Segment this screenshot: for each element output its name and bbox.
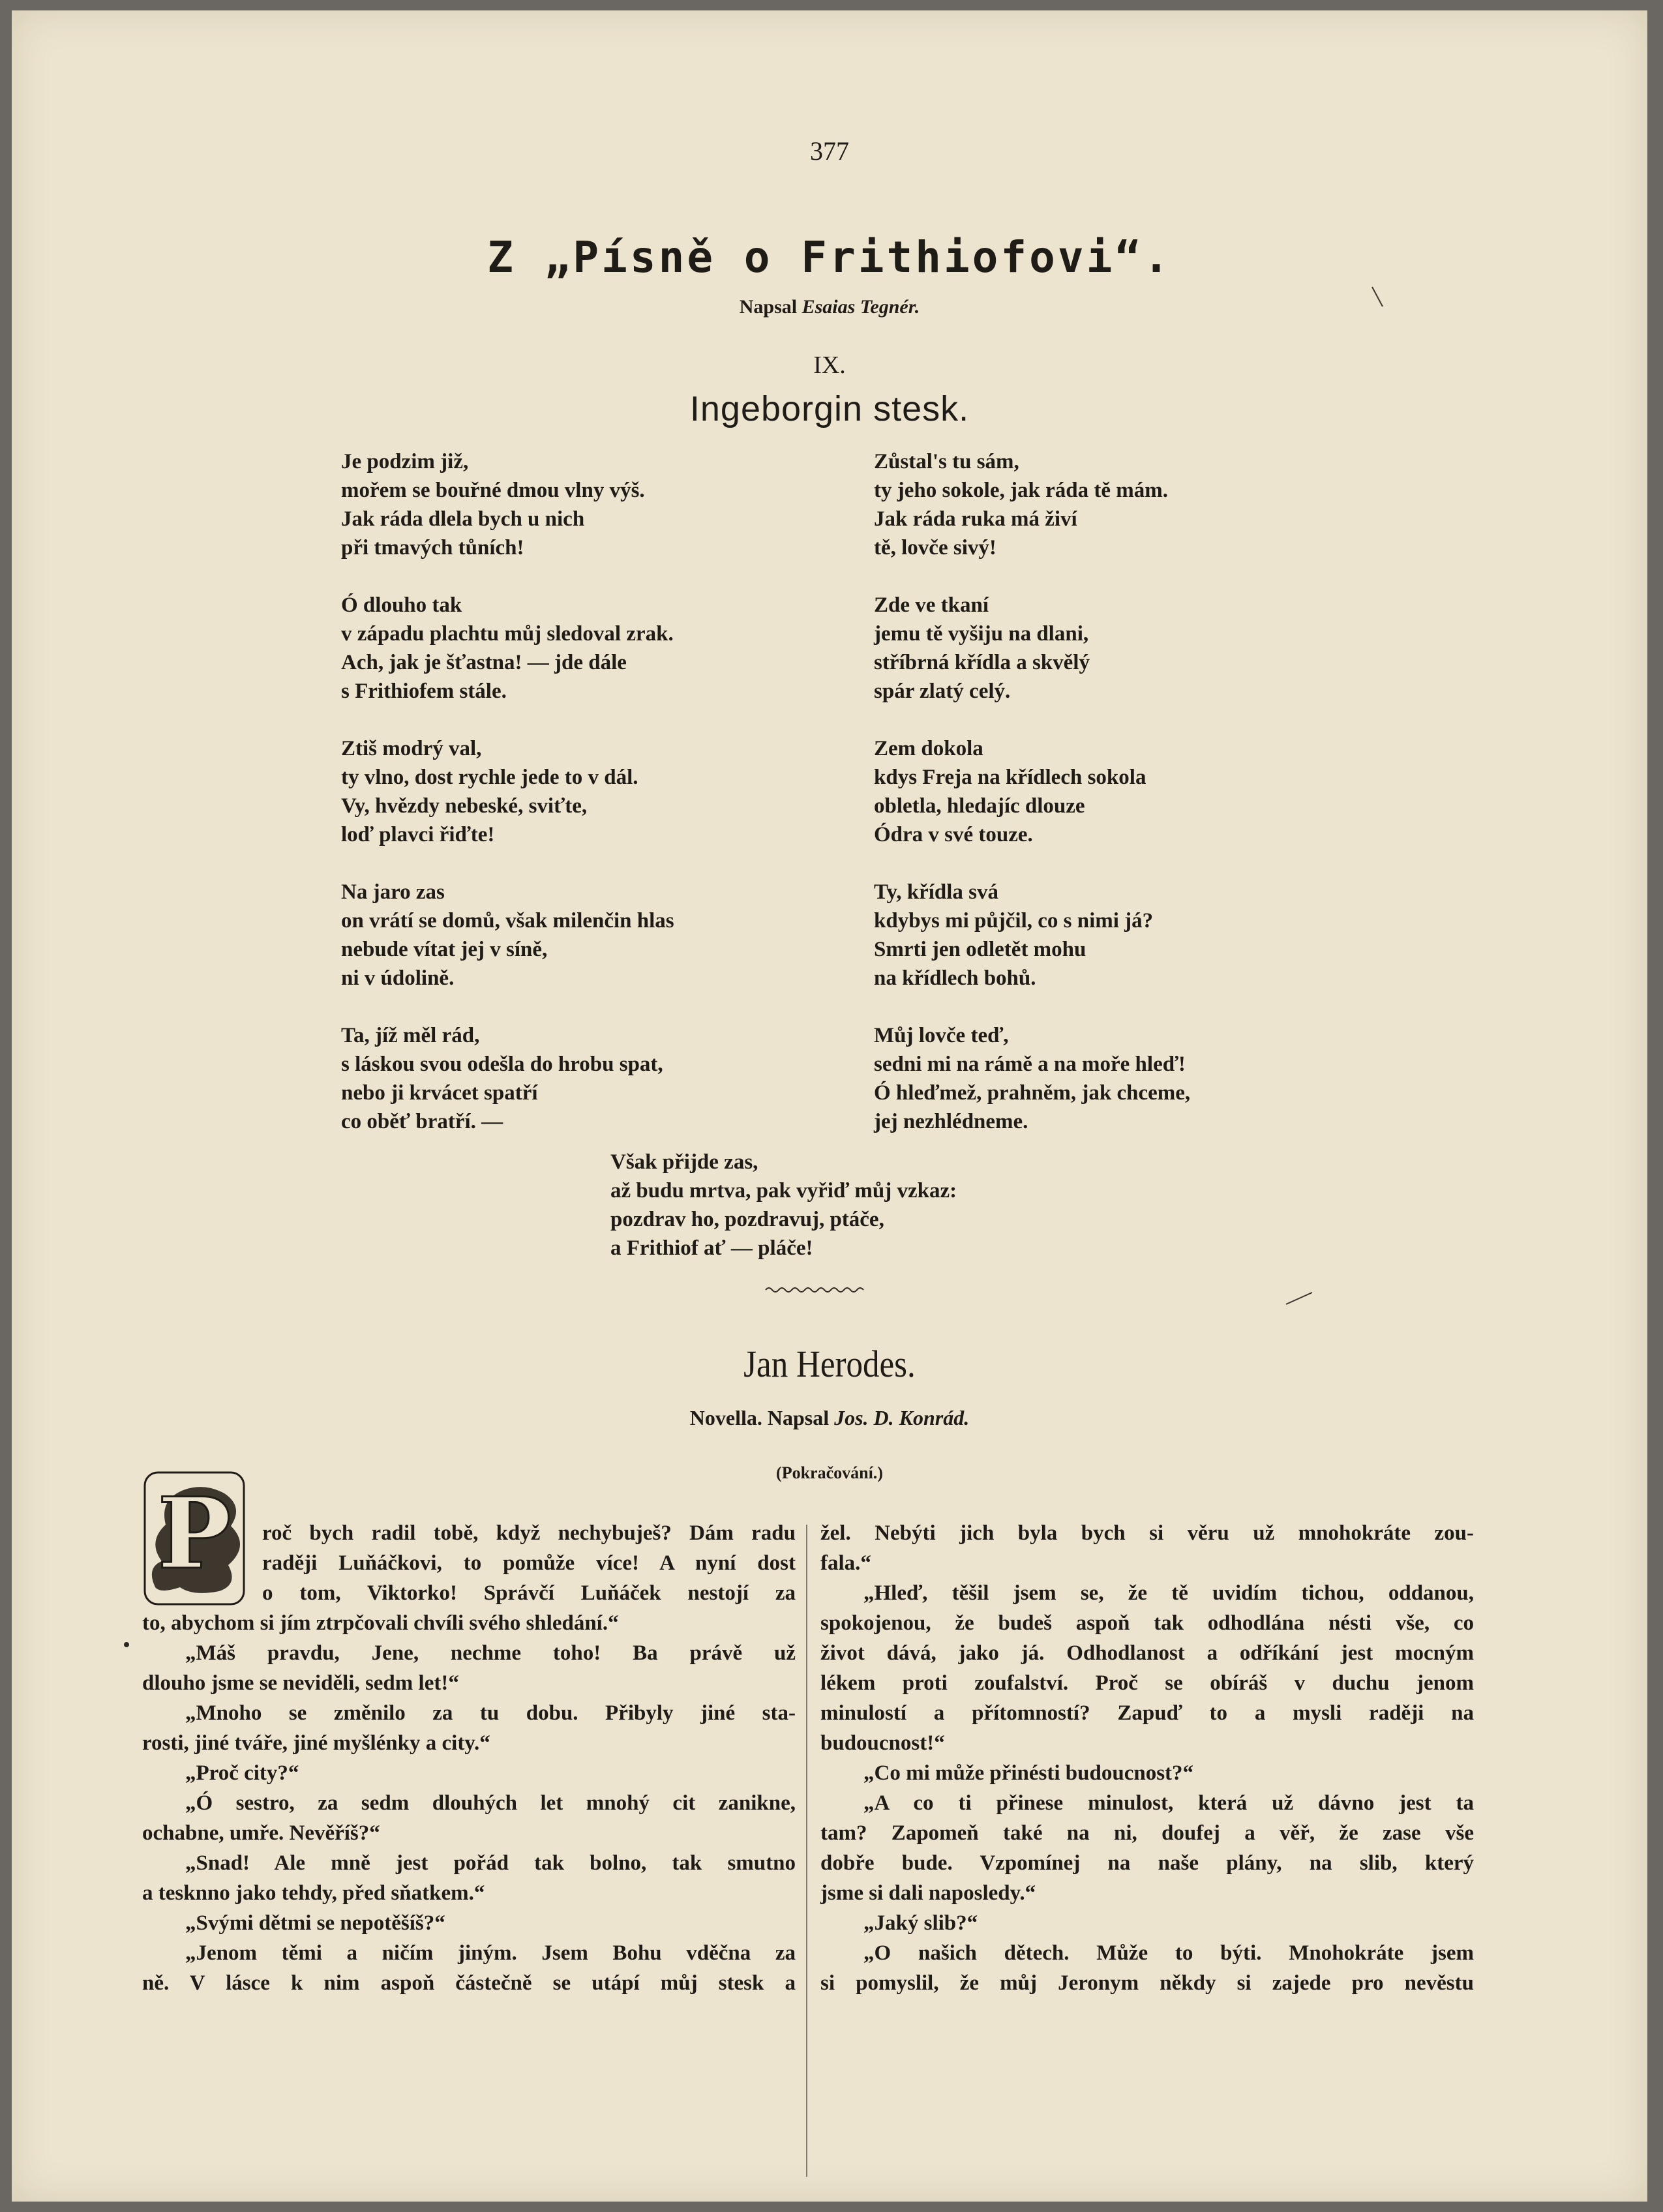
stanza [874,734,1409,849]
dropcap-letter: P [157,1476,232,1591]
poem-line: stříbrná křídla a skvělý [874,651,1090,674]
stanza [874,447,1409,562]
poem-line: Ta, jíž měl rád, [341,1024,480,1047]
text-line: život dává, jako já. Odhodlanost a odříkání jest mocným [820,1641,1474,1665]
text-line: „Snad! Ale mně jest pořád tak bolno, tak smutno [185,1851,796,1875]
poem-line: Zůstal's tu sám, [874,450,1019,473]
text-line: ně. V lásce k nim aspoň částečně se utápí můj stesk a [142,1971,796,1995]
story-author: Jos. D. Konrád. [834,1406,970,1429]
text-line: minulostí a přítomností? Zapuď to a mysli raději na [820,1701,1474,1725]
poem-line: kdybys mi půjčil, co s nimi já? [874,909,1154,933]
text-line: „Máš pravdu, Jene, nechme toho! Ba právě už [185,1641,796,1665]
text-line: o tom, Viktorko! Správčí Luňáček nestojí za [262,1581,796,1605]
poem-line: tě, lovče sivý! [874,536,996,560]
section-title: Ingeborgin stesk. [689,389,970,428]
text-line: dlouho jsme se neviděli, sedm let!“ [142,1671,459,1695]
stanza [341,1021,876,1136]
text-line: „O našich dětech. Může to býti. Mnohokráte jsem [863,1941,1474,1965]
poem-line: sedni mi na rámě a na moře hleď! [874,1053,1186,1076]
poem-line: Zem dokola [874,737,983,760]
poem-line: a Frithiof ať — pláče! [610,1236,813,1260]
stanza [341,447,876,562]
poem-line: ni v údolině. [341,966,455,990]
story-title: Jan Herodes. [743,1343,916,1385]
poem-line: on vrátí se domů, však milenčin hlas [341,909,674,933]
poem-author: Esaias Tegnér. [802,296,920,318]
poem-left-column [341,447,876,1165]
text-line: rosti, jiné tváře, jiné myšlénky a city.“ [142,1731,490,1755]
text-line: si pomyslil, že můj Jeronym někdy si zajede pro nevěstu [820,1971,1474,1995]
column-divider [806,1525,807,2177]
poem-line: Ódra v své touze. [874,823,1033,846]
poem-line: Na jaro zas [341,880,445,904]
book-page [12,10,1647,2202]
poem-line: ty jeho sokole, jak ráda tě mám. [874,479,1168,502]
poem-line: jemu tě vyšiju na dlani, [874,622,1089,646]
text-line: roč bych radil tobě, když nechybuješ? Dám radu [262,1521,796,1545]
text-line: raději Luňáčkovi, to pomůže více! A nyní dost [262,1551,796,1575]
poem-line: Ztiš modrý val, [341,737,482,760]
poem-line: Smrti jen odletět mohu [874,938,1086,961]
story-byline [12,1406,1647,1430]
story-right-column [820,1518,1474,1998]
stanza [610,1148,1145,1263]
stanza [341,591,876,706]
poem-line: Vy, hvězdy nebeské, sviťte, [341,794,588,818]
poem-line: na křídlech bohů. [874,966,1036,990]
text-line: „A co ti přinese minulost, která už dávno jest ta [863,1791,1474,1815]
poem-author-line [12,296,1647,318]
poem-line: Je podzim již, [341,450,469,473]
ink-speck [123,1641,130,1649]
poem-line: mořem se bouřné dmou vlny výš. [341,479,645,502]
page-number: 377 [810,136,849,166]
poem-line: Můj lovče teď, [874,1024,1009,1047]
poem-line: Ty, křídla svá [874,880,999,904]
poem-line: ty vlno, dost rychle jede to v dál. [341,766,638,789]
text-line: budoucnost!“ [820,1731,945,1755]
poem-line: s láskou svou odešla do hrobu spat, [341,1053,663,1076]
stray-pencil-mark [1368,284,1388,310]
poem-title: Z „Písně o Frithiofovi“. [487,232,1172,282]
text-line: „Jenom těmi a ničím jiným. Jsem Bohu vděčna za [185,1941,796,1965]
text-line: dobře bude. Vzpomínej na naše plány, na slib, který [820,1851,1474,1875]
stray-pencil-mark [1283,1289,1316,1308]
poem-line: s Frithiofem stále. [341,680,507,703]
poem-line: Zde ve tkaní [874,593,989,617]
text-line: „Proč city?“ [185,1761,299,1785]
poem-line: loď plavci řiďte! [341,823,495,846]
text-line: „Co mi může přinésti budoucnost?“ [863,1761,1194,1785]
poem-line: jej nezhlédneme. [874,1110,1028,1133]
poem-line: kdys Freja na křídlech sokola [874,766,1146,789]
continuation-note: (Pokračování.) [776,1463,883,1482]
poem-line: co oběť bratří. — [341,1110,503,1133]
text-line: žel. Nebýti jich byla bych si věru už mnohokráte zou- [820,1521,1474,1545]
text-line: „Hleď, těšil jsem se, že tě uvidím tichou, oddanou, [863,1581,1474,1605]
text-line: fala.“ [820,1551,871,1575]
poem-line: Ó dlouho tak [341,593,462,617]
section-numeral: IX. [813,351,846,379]
text-line: tam? Zapomeň také na ni, doufej a věř, že zase vše [820,1821,1474,1845]
story-left-column [142,1518,796,1998]
text-line: ochabne, umře. Nevěříš?“ [142,1821,380,1845]
text-line: „Jaký slib?“ [863,1911,978,1935]
text-line: spokojenou, že budeš aspoň tak odhodlána nésti vše, co [820,1611,1474,1635]
poem-line: Ó hleďmež, prahněm, jak chceme, [874,1081,1191,1105]
poem-line: nebude vítat jej v síně, [341,938,548,961]
poem-line: spár zlatý celý. [874,680,1011,703]
text-line: „Ó sestro, za sedm dlouhých let mnohý cit zanikne, [185,1791,796,1815]
poem-line: při tmavých tůních! [341,536,524,560]
poem-line: v západu plachtu můj sledoval zrak. [341,622,674,646]
poem-line: nebo ji krvácet spatří [341,1081,538,1105]
stanza [874,878,1409,993]
text-line: to, abychom si jím ztrpčovali chvíli svého shledání.“ [142,1611,619,1635]
text-line: jsme si dali naposledy.“ [820,1881,1036,1905]
poem-line: Jak ráda dlela bych u nich [341,507,585,531]
author-prefix: Napsal [739,296,798,318]
poem-line: pozdrav ho, pozdravuj, ptáče, [610,1208,884,1231]
stanza [874,1021,1409,1136]
byline-prefix: Novella. Napsal [689,1406,830,1429]
poem-line: Jak ráda ruka má živí [874,507,1077,531]
stanza [874,591,1409,706]
stanza [341,878,876,993]
text-line: „Svými dětmi se nepotěšíš?“ [185,1911,445,1935]
poem-final-stanza [610,1148,1145,1291]
poem-line: Však přijde zas, [610,1150,758,1174]
poem-line: obletla, hledajíc dlouze [874,794,1085,818]
text-line: a tesknno jako tehdy, před sňatkem.“ [142,1881,485,1905]
stanza [341,734,876,849]
poem-line: Ach, jak je šťastna! — jde dále [341,651,627,674]
text-line: lékem proti zoufalství. Proč se obíráš v duchu jenom [820,1671,1474,1695]
text-line: „Mnoho se změnilo za tu dobu. Přibyly jiné sta- [185,1701,796,1725]
poem-right-column [874,447,1409,1165]
wavy-ornament-divider [764,1283,869,1296]
poem-line: až budu mrtva, pak vyřiď můj vzkaz: [610,1179,957,1203]
